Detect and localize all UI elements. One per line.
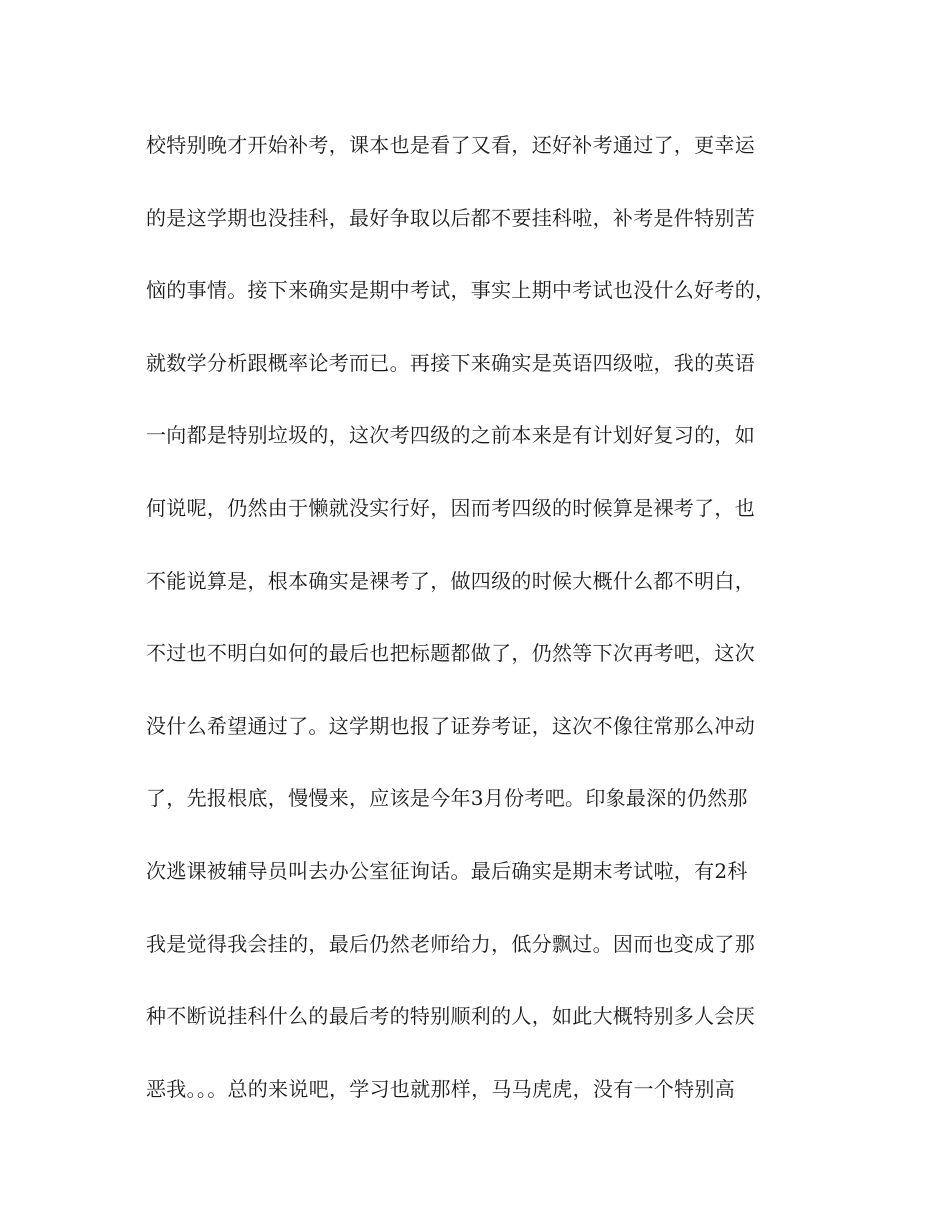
text-line: 就数学分析跟概率论考而已。再接下来确实是英语四级啦，我的英语 <box>146 350 755 375</box>
text-line: 何说呢，仍然由于懒就没实行好，因而考四级的时候算是裸考了，也 <box>146 495 755 520</box>
text-line: 我是觉得我会挂的，最后仍然老师给力，低分飘过。因而也变成了那 <box>146 931 755 956</box>
body-text <box>146 128 826 1144</box>
text-line: 不过也不明白如何的最后也把标题都做了，仍然等下次再考吧，这次 <box>146 641 755 666</box>
text-line: 恶我。。。总的来说吧，学习也就那样，马马虎虎，没有一个特别高 <box>146 1076 735 1101</box>
text-line: 校特别晚才开始补考，课本也是看了又看，还好补考通过了，更幸运 <box>146 133 755 157</box>
text-line: 恼的事情。接下来确实是期中考试，事实上期中考试也没什么好考的， <box>146 278 776 303</box>
text-line: 种不断说挂科什么的最后考的特别顺利的人，如此大概特别多人会厌 <box>146 1004 755 1029</box>
text-line: 没什么希望通过了。这学期也报了证券考证，这次不像往常那么冲动 <box>146 713 755 738</box>
text-line: 了，先报根底，慢慢来，应该是今年3月份考吧。印象最深的仍然那 <box>146 786 748 811</box>
text-line: 的是这学期也没挂科，最好争取以后都不要挂科啦，补考是件特别苦 <box>146 205 755 230</box>
text-line: 不能说算是，根本确实是裸考了，做四级的时候大概什么都不明白， <box>146 568 755 593</box>
text-line: 次逃课被辅导员叫去办公室征询话。最后确实是期末考试啦，有2科 <box>146 858 748 883</box>
text-line: 一向都是特别垃圾的，这次考四级的之前本来是有计划好复习的，如 <box>146 423 755 448</box>
